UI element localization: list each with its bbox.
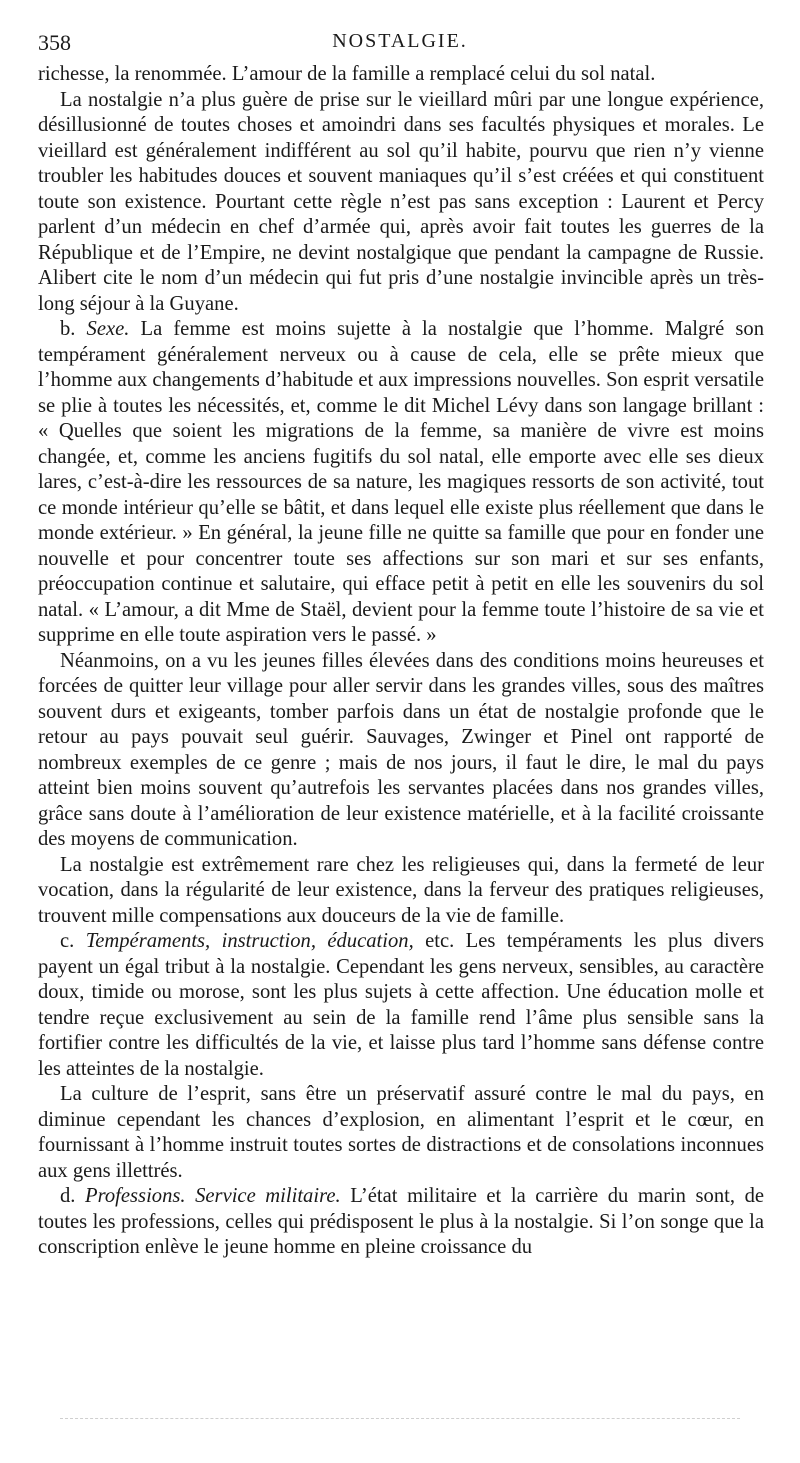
paragraph-continuation: richesse, la renommée. L’amour de la famille a remplacé celui du sol natal. (38, 63, 656, 85)
section-heading-professions: Professions. Service militaire. (85, 1185, 341, 1207)
paragraph-culture: La culture de l’esprit, sans être un préservatif assuré contre le mal du pays, en diminue cependant les chances d’explosion, en alimentant l’esprit et le cœur, en fournissant à l’homme instruit toutes sortes de distractions et de consolations inconnues aux gens illettrés. (38, 1083, 764, 1182)
page-number: 358 (38, 30, 71, 55)
section-heading-temperaments: Tempéraments, instruction, éducation, (85, 930, 414, 952)
body-text (38, 62, 764, 1261)
section-text-temperaments: etc. Les tempéraments les plus divers payent un égal tribut à la nostalgie. Cependant les gens nerveux, sensibles, au caractère doux, timide ou morose, sont les plus sujets à cette affection. Une éducation molle et tendre reçue exclusivement au sein de la famille rend l’âme plus sensible sans la fortifier contre les difficultés de la vie, et laisse plus tard l’homme sans défense contre les atteintes de la nostalgie. (38, 930, 764, 1080)
section-label-b: b. (60, 318, 76, 340)
paragraph-jeunes-filles: Néanmoins, on a vu les jeunes filles élevées dans des conditions moins heureuses et forcées de quitter leur village pour aller servir dans les grandes villes, sous des maîtres souvent durs et exigeants, tomber parfois dans un état de nostalgie profonde que le retour au pays pouvait seul guérir. Sauvages, Zwinger et Pinel ont rapporté de nombreux exemples de ce genre ; mais de nos jours, il faut le dire, le mal du pays atteint bien moins souvent qu’autrefois les servantes placées dans nos grandes villes, grâce sans doute à l’amélioration de leur existence matérielle, et à la facilité croissante des moyens de communication. (38, 649, 764, 850)
page-header (38, 30, 762, 56)
running-title: NOSTALGIE. (332, 30, 468, 52)
section-heading-sexe: Sexe. (86, 318, 130, 340)
paragraph-professions (38, 1184, 764, 1261)
section-label-d: d. (60, 1185, 76, 1207)
paragraph-vieillard: La nostalgie n’a plus guère de prise sur le vieillard mûri par une longue expérience, désillusionné de toutes choses et amoindri dans ses facultés physiques et morales. Le vieillard est généralement indifférent au sol qu’il habite, pourvu que rien n’y vienne troubler les habitudes douces et souvent maniaques qu’il s’est créées et qui constituent toute son existence. Pourtant cette règle n’est pas sans exception : Laurent et Percy parlent d’un médecin en chef d’armée qui, après avoir fait toutes les guerres de la République et de l’Empire, ne devint nostalgique que pendant la campagne de Russie. Alibert cite le nom d’un médecin qui fut pris d’une nostalgie invincible après un très-long séjour à la Guyane. (38, 88, 764, 315)
section-text-professions: L’état militaire et la carrière du marin sont, de toutes les professions, celles qui prédisposent le plus à la nostalgie. Si l’on songe que la conscription enlève le jeune homme en pleine croissance du (38, 1185, 765, 1258)
paragraph-sexe (38, 317, 764, 649)
section-label-c: c. (60, 930, 75, 952)
paragraph-religieuses: La nostalgie est extrêmement rare chez les religieuses qui, dans la fermeté de leur vocation, dans la régularité de leur existence, dans la ferveur des pratiques religieuses, trouvent mille compensations aux douceurs de la vie de famille. (38, 853, 764, 927)
bleed-through-marks (60, 1418, 740, 1423)
paragraph-temperaments (38, 929, 764, 1082)
section-text-sexe: La femme est moins sujette à la nostalgie que l’homme. Malgré son tempérament généralement nerveux ou à cause de cela, elle se prête mieux que l’homme aux changements d’habitude et aux impressions nouvelles. Son esprit versatile se plie à toutes les nécessités, et, comme le dit Michel Lévy dans son langage brillant : « Quelles que soient les migrations de la femme, sa manière de vivre est moins changée, et, comme les anciens fugitifs du sol natal, elle emporte avec elle ses dieux lares, c’est-à-dire les ressources de sa nature, les magiques ressorts de son activité, tout ce monde intérieur qu’elle se bâtit, et dans lequel elle existe plus réellement que dans le monde extérieur. » En général, la jeune fille ne quitte sa famille que pour en fonder une nouvelle et pour concentrer toute ses affections sur son mari et sur ses enfants, préoccupation continue et salutaire, qui efface petit à petit en elle les souvenirs du sol natal. « L’amour, a dit Mme de Staël, devient pour la femme toute l’histoire de sa vie et supprime en elle toute aspiration vers le passé. » (38, 318, 764, 646)
